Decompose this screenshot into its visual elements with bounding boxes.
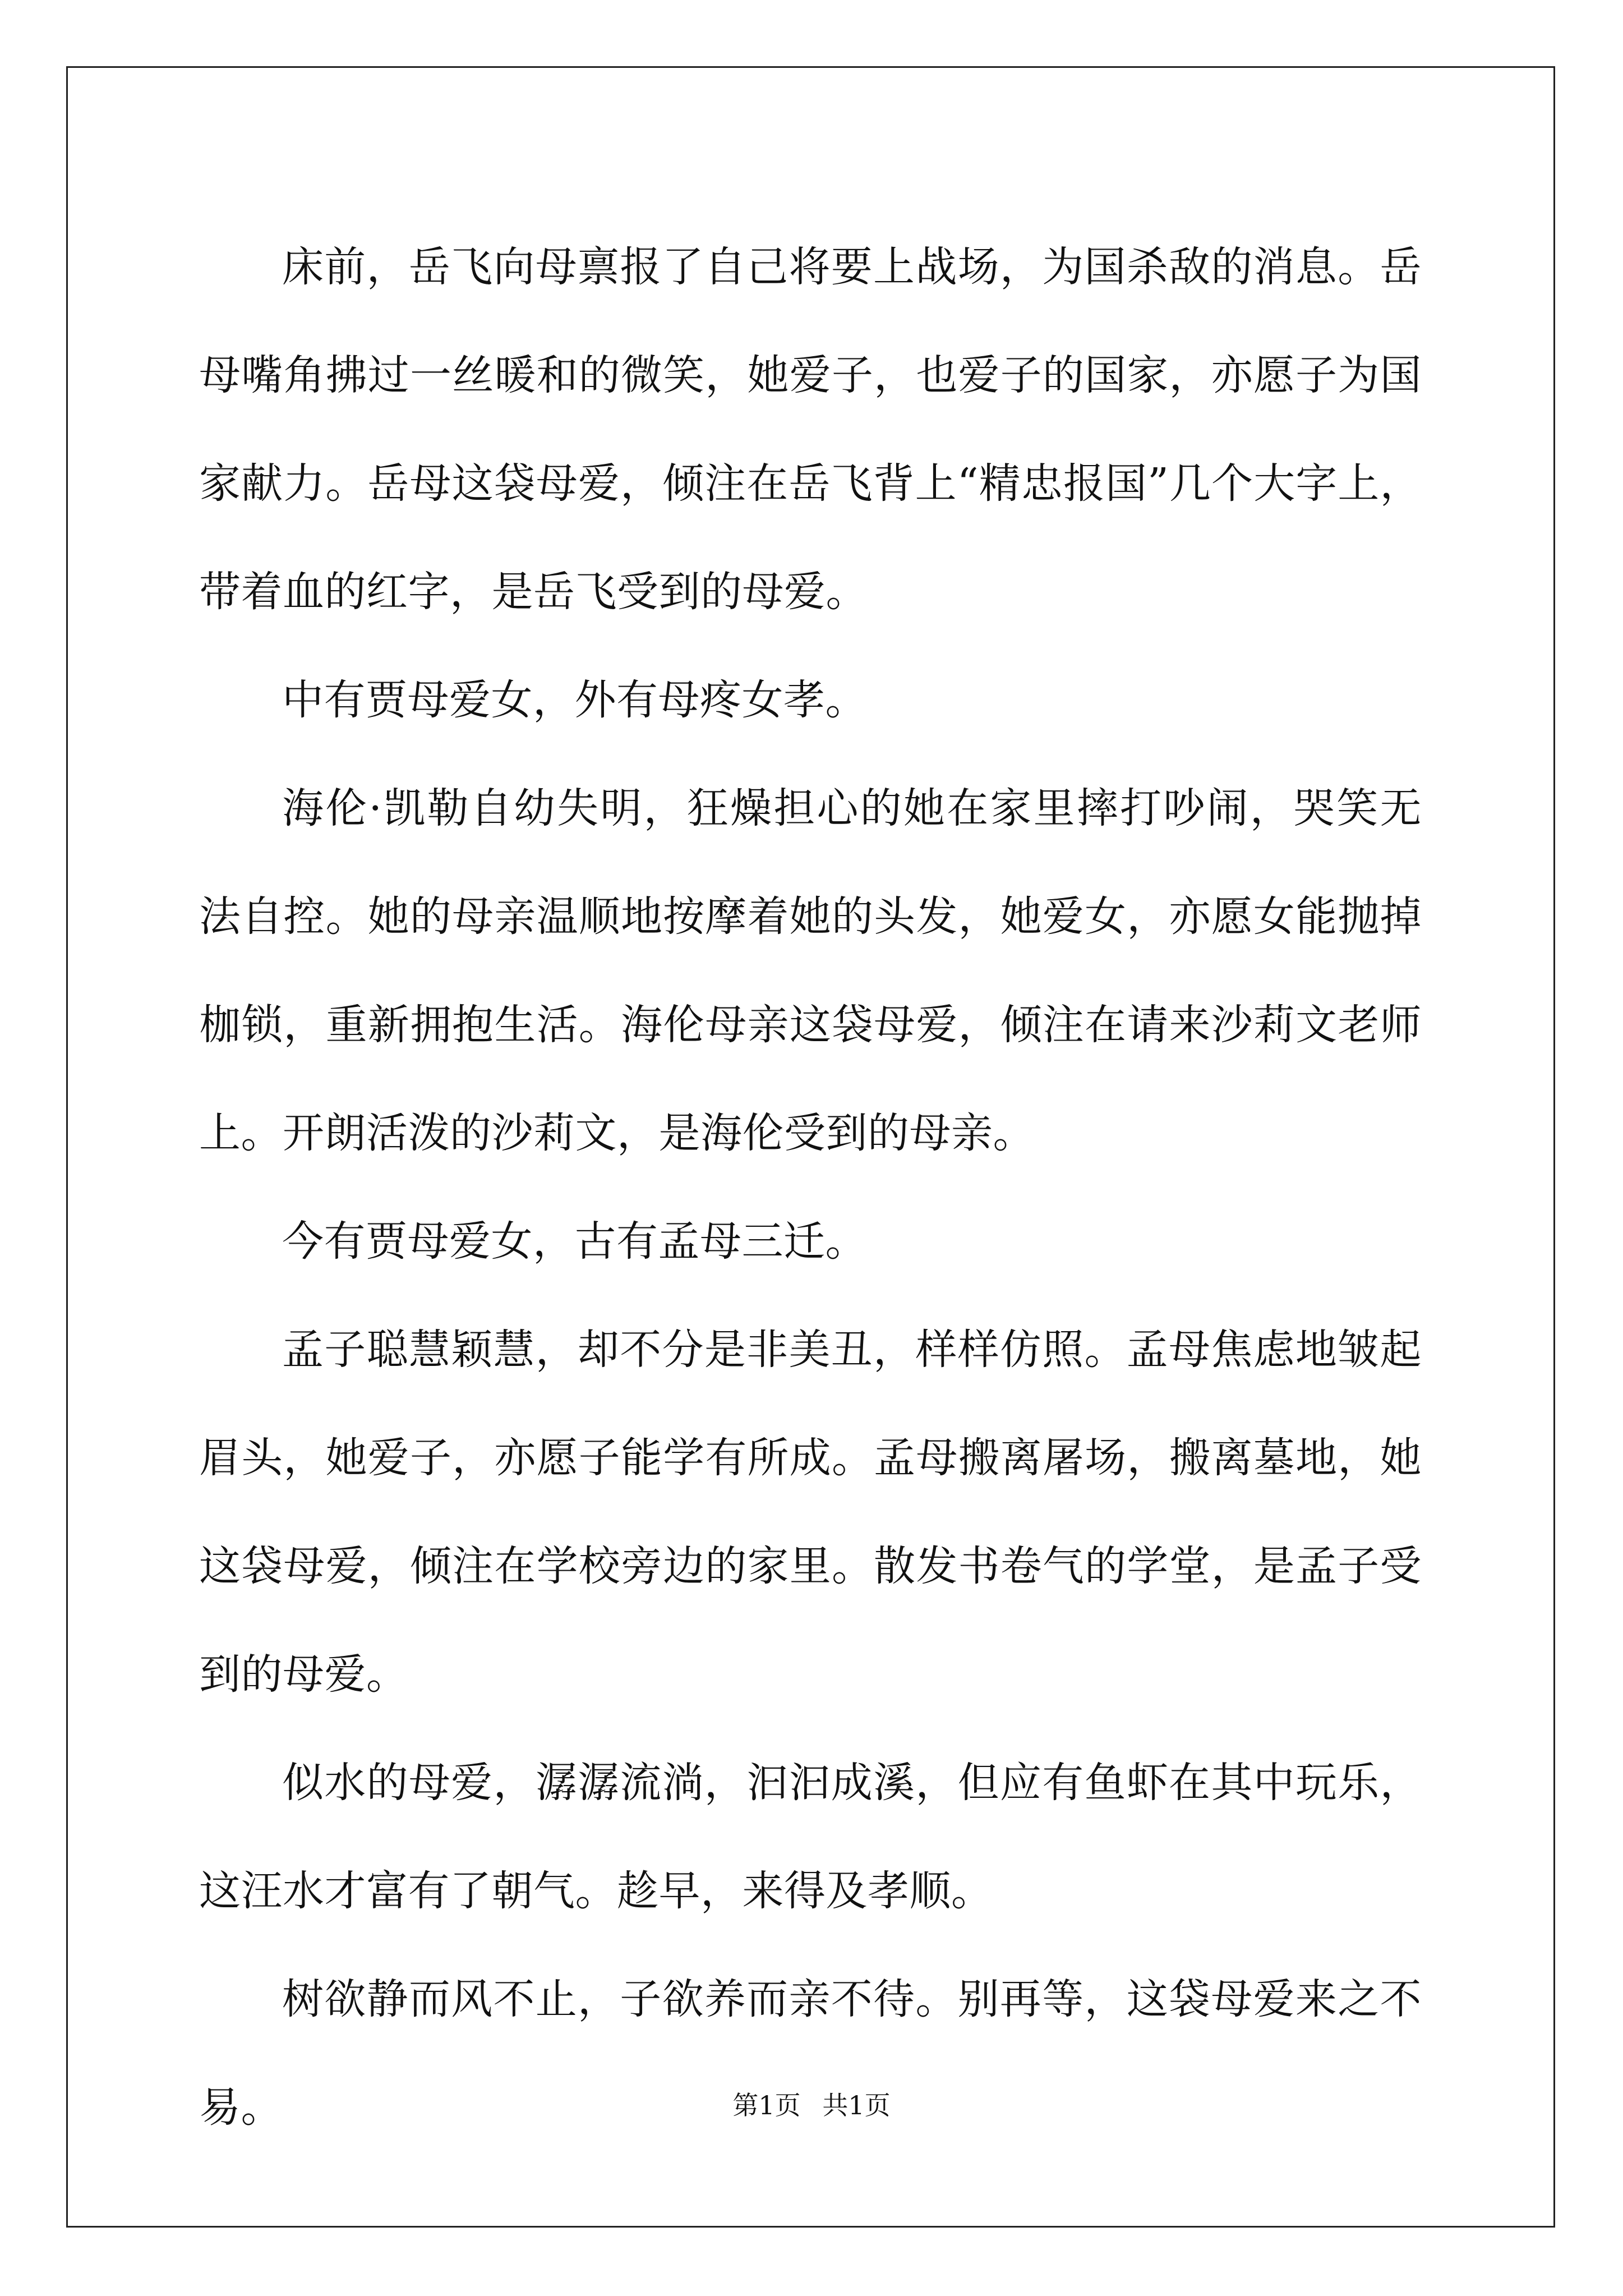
paragraph: 树欲静而风不止，子欲养而亲不待。别再等，这袋母爱来之不易。 [199, 1975, 1422, 2132]
paragraph: 孟子聪慧颖慧，却不分是非美丑，样样仿照。孟母焦虑地皱起眉头，她爱子，亦愿子能学有所成。孟母搬离屠场，搬离墓地，她这袋母爱，倾注在学校旁边的家里。散发书卷气的学堂，是孟子受到的母爱。 [199, 1326, 1422, 1699]
paragraph: 今有贾母爱女，古有孟母三迁。 [282, 1217, 867, 1266]
document-body [199, 213, 1422, 2162]
paragraph: 中有贾母爱女，外有母疼女孝。 [282, 676, 867, 724]
page-total: 共1页 [822, 2090, 891, 2120]
paragraph: 海伦·凯勒自幼失明，狂燥担心的她在家里摔打吵闹，哭笑无法自控。她的母亲温顺地按摩着她的头发，她爱女，亦愿女能抛掉枷锁，重新拥抱生活。海伦母亲这袋母爱，倾注在请来沙莉文老师上。开朗活泼的沙莉文，是海伦受到的母亲。 [199, 784, 1422, 1157]
page-footer [0, 2088, 1623, 2122]
paragraph: 床前，岳飞向母禀报了自己将要上战场，为国杀敌的消息。岳母嘴角拂过一丝暖和的微笑，她爱子，也爱子的国家，亦愿子为国家献力。岳母这袋母爱，倾注在岳飞背上“精忠报国”几个大字上，带着血的红字，是岳飞受到的母爱。 [199, 243, 1422, 616]
page-number: 第1页 [732, 2090, 801, 2120]
paragraph: 似水的母爱，潺潺流淌，汩汩成溪，但应有鱼虾在其中玩乐，这汪水才富有了朝气。趁早，来得及孝顺。 [199, 1759, 1422, 1915]
